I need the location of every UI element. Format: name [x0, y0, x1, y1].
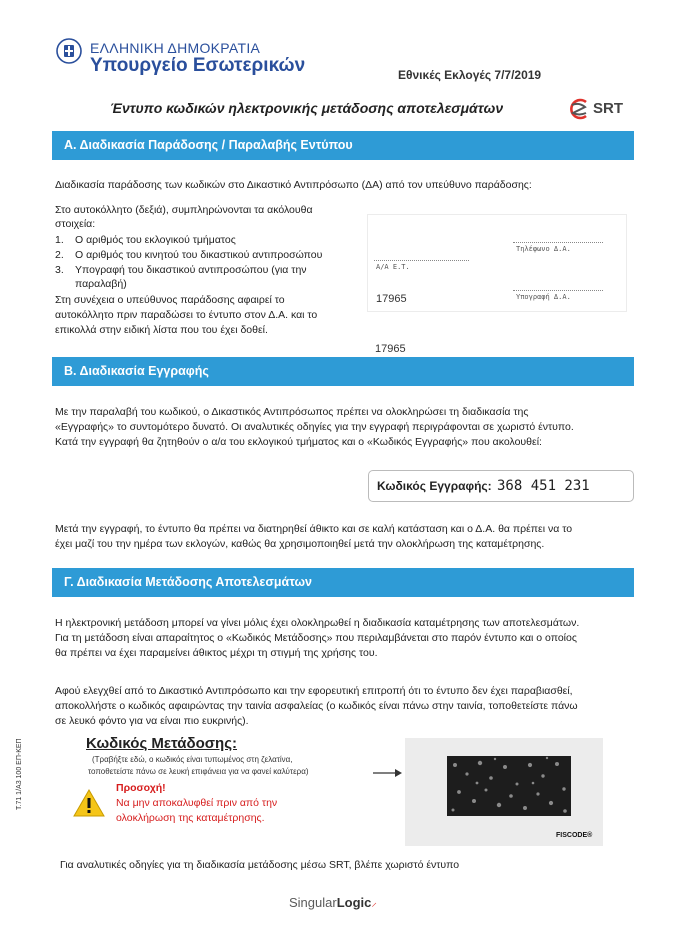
section-b-title: Β. Διαδικασία Εγγραφής	[64, 364, 209, 378]
registration-code-box	[368, 470, 634, 502]
section-c-p2-line-2: αποκολλήστε ο κωδικός αφαιρώντας την ταινία ασφαλείας (ο κωδικός είναι πάνω στην ταινία, τοποθετείστε πάνω	[55, 700, 578, 712]
republic-label: ΕΛΛΗΝΙΚΗ ΔΗΜΟΚΡΑΤΙΑ	[90, 40, 261, 56]
warning-title: Προσοχή!	[116, 782, 166, 794]
sticker-serial: 17965	[376, 293, 407, 305]
phone-line	[513, 241, 603, 243]
step-text-1: Ο αριθμός του εκλογικού τμήματος	[75, 234, 236, 246]
hint-line-2: τοποθετείστε πάνω σε λευκή επιφάνεια για να φανεί καλύτερα)	[88, 767, 309, 776]
hint-line-1: (Τραβήξτε εδώ, ο κωδικός είναι τυπωμένος στη ζελατίνα,	[92, 755, 293, 764]
warning-line-2: ολοκλήρωση της καταμέτρησης.	[116, 812, 265, 824]
step-text-3-cont: παραλαβή)	[75, 278, 127, 290]
section-c-p1-line-2: Για τη μετάδοση είναι απαραίτητος ο «Κωδικός Μετάδοσης» που περιλαμβάνεται στο παρόν έντυπο και ο οποίος	[55, 632, 577, 644]
logo-mark-icon: ⸝	[371, 897, 377, 909]
section-a-intro: Διαδικασία παράδοσης των κωδικών στο Δικαστικό Αντιπρόσωπο (ΔΑ) από τον υπεύθυνο παράδοσης:	[55, 179, 532, 191]
scratch-pattern	[447, 756, 571, 816]
form-title: Έντυπο κωδικών ηλεκτρονικής μετάδοσης αποτελεσμάτων	[110, 100, 504, 116]
station-label: Α/Α Ε.Τ.	[376, 263, 410, 271]
signature-line	[513, 289, 603, 291]
section-a-header	[52, 131, 634, 160]
security-tape[interactable]	[405, 738, 603, 846]
warning-line-1: Να μην αποκαλυφθεί πριν από την	[116, 797, 278, 809]
section-c-p2-line-3: σε λευκό φόντο για να είναι πιο ευκρινής).	[55, 715, 249, 727]
section-b-line-2: «Εγγραφής» το συντομότερο δυνατό. Οι αναλυτικές οδηγίες για την εγγραφή περιγράφονται σε χωριστό έντυπο.	[55, 421, 574, 433]
section-b-after-2: έχει μαζί του την ημέρα των εκλογών, καθώς θα χρησιμοποιηθεί μετά την ολοκλήρωση της καταμέτρησης.	[55, 538, 545, 550]
detachable-sticker[interactable]	[367, 214, 627, 312]
step-num-1: 1.	[55, 234, 64, 246]
section-b-line-3: Κατά την εγγραφή θα ζητηθούν ο α/α του εκλογικού τμήματος και ο «Κωδικός Εγγραφής» που ακολουθεί:	[55, 436, 542, 448]
section-c-title: Γ. Διαδικασία Μετάδοσης Αποτελεσμάτων	[64, 575, 312, 589]
fiscode-label: FISCODE®	[556, 832, 593, 839]
step-text-2: Ο αριθμός του κινητού του δικαστικού αντιπροσώπου	[75, 249, 323, 261]
section-b-header	[52, 357, 634, 386]
srt-logo-text: SRT	[593, 100, 623, 117]
section-c-header	[52, 568, 634, 597]
section-a-after-1: Στη συνέχεια ο υπεύθυνος παράδοσης αφαιρεί το	[55, 294, 285, 306]
elections-label: Εθνικές Εκλογές 7/7/2019	[398, 68, 542, 82]
registration-code-label: Κωδικός Εγγραφής:	[377, 479, 492, 493]
section-c-p2-line-1: Αφού ελεγχθεί από το Δικαστικό Αντιπρόσωπο και την εφορευτική επιτροπή ότι το έντυπο δεν έχει παραβιασθεί,	[55, 685, 573, 697]
logo-part-2: Logic	[336, 895, 372, 910]
side-print-code: Τ.71 1/A3 100 ΕΠ-ΚΕΠ	[16, 738, 23, 810]
section-c-p1-line-1: Η ηλεκτρονική μετάδοση μπορεί να γίνει μόλις έχει ολοκληρωθεί η διαδικασία καταμέτρησης των αποτελεσμάτων.	[55, 617, 580, 629]
section-a-after-3: επικολλά στην ειδική λίστα που του έχει δοθεί.	[55, 324, 268, 336]
logo-part-1: Singular	[289, 895, 337, 910]
greek-emblem-icon	[56, 38, 82, 64]
registration-code-value: 368 451 231	[497, 478, 590, 494]
transmission-code-label: Κωδικός Μετάδοσης:	[86, 735, 238, 752]
step-num-2: 2.	[55, 249, 64, 261]
serial-number: 17965	[375, 343, 406, 355]
section-a-after-2: αυτοκόλλητο πριν παραδώσει το έντυπο στον Δ.Α. και το	[55, 309, 318, 321]
section-c-p1-line-3: θα πρέπει να έχει παραμείνει άθικτος μέχρι τη στιγμή της χρήσης του.	[55, 647, 378, 659]
singularlogic-logo	[289, 895, 377, 910]
section-a-line-1: Στο αυτοκόλλητο (δεξιά), συμπληρώνονται τα ακόλουθα	[55, 204, 313, 216]
ministry-label: Υπουργείο Εσωτερικών	[90, 55, 306, 76]
footer-note: Για αναλυτικές οδηγίες για τη διαδικασία μετάδοσης μέσω SRT, βλέπε χωριστό έντυπο	[60, 859, 460, 871]
section-a-title: Α. Διαδικασία Παράδοσης / Παραλαβής Εντύπου	[64, 138, 353, 152]
section-b-after-1: Μετά την εγγραφή, το έντυπο θα πρέπει να διατηρηθεί άθικτο και σε καλή κατάσταση και ο Δ.Α. θα πρέπει να το	[55, 523, 573, 535]
step-num-3: 3.	[55, 264, 64, 276]
section-b-line-1: Με την παραλαβή του κωδικού, ο Δικαστικός Αντιπρόσωπος πρέπει να ολοκληρώσει τη διαδικασία της	[55, 406, 529, 418]
scratch-code-area[interactable]	[447, 756, 571, 816]
section-a-line-2: στοιχεία:	[55, 218, 96, 230]
warning-icon	[72, 788, 106, 818]
station-line	[374, 259, 469, 261]
phone-label: Τηλέφωνο Δ.Α.	[516, 245, 571, 253]
arrow-right-icon	[373, 768, 403, 778]
srt-logo	[566, 96, 638, 122]
srt-swirl-icon	[566, 96, 592, 122]
step-text-3: Υπογραφή του δικαστικού αντιπροσώπου (για την	[75, 264, 307, 276]
signature-label: Υπογραφή Δ.Α.	[516, 293, 571, 301]
